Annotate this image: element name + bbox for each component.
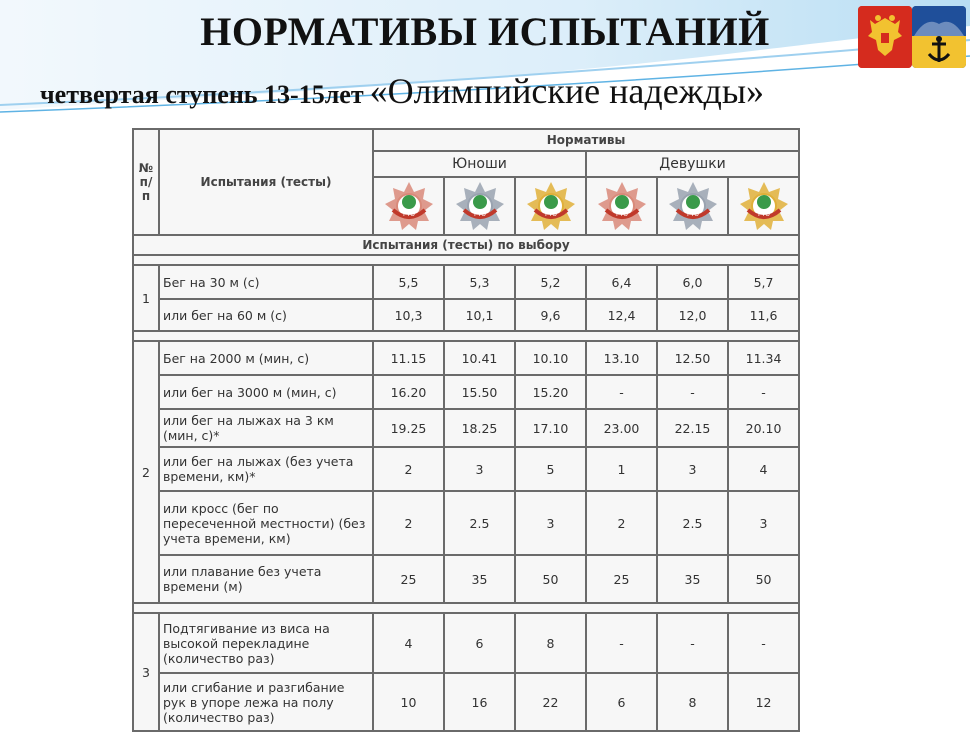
column-header-girls: Девушки (586, 151, 799, 177)
norm-value: 35 (444, 555, 515, 603)
column-header-number: № п/п (133, 129, 159, 235)
table-row (133, 555, 799, 603)
norm-value: 5,3 (444, 265, 515, 299)
gto-badge-icon (454, 180, 506, 232)
norm-value: 5,2 (515, 265, 586, 299)
test-name: или кросс (бег по пересеченной местности) (без учета времени, км) (159, 491, 373, 555)
norm-value: 5,7 (728, 265, 799, 299)
table-row (133, 299, 799, 331)
gto-badge-text: ГТО (686, 211, 699, 218)
gto-badge-icon (738, 180, 790, 232)
table-row (133, 673, 799, 731)
norm-value: - (728, 613, 799, 673)
subtitle-stage: четвертая ступень 13-15лет (40, 80, 364, 109)
norm-value: 6,4 (586, 265, 657, 299)
norm-value: 8 (515, 613, 586, 673)
gto-badge-cell (728, 177, 799, 235)
murmansk-coat-of-arms-icon (912, 6, 966, 68)
norm-value: 6 (586, 673, 657, 731)
norm-value: 12.50 (657, 341, 728, 375)
norm-value: 12,4 (586, 299, 657, 331)
gto-badge-icon (383, 180, 435, 232)
gto-badge-cell (444, 177, 515, 235)
norm-value: 22.15 (657, 409, 728, 447)
norm-value: 20.10 (728, 409, 799, 447)
norm-value: 19.25 (373, 409, 444, 447)
norm-value: 9,6 (515, 299, 586, 331)
group-number: 1 (133, 265, 159, 331)
norm-value: 5 (515, 447, 586, 491)
choice-tests-header: Испытания (тесты) по выбору (133, 235, 799, 255)
norm-value: 25 (373, 555, 444, 603)
norm-value: 10,3 (373, 299, 444, 331)
table-row (133, 375, 799, 409)
norm-value: 10.41 (444, 341, 515, 375)
gto-badge-text: ГТО (544, 211, 557, 218)
norm-value: 11,6 (728, 299, 799, 331)
norm-value: 16 (444, 673, 515, 731)
gto-badge-cell (373, 177, 444, 235)
norm-value: 2.5 (444, 491, 515, 555)
norm-value: 11.34 (728, 341, 799, 375)
gto-badge-text: ГТО (757, 211, 770, 218)
subtitle-name: «Олимпийские надежды» (369, 71, 765, 111)
test-name: Бег на 2000 м (мин, с) (159, 341, 373, 375)
norm-value: 1 (586, 447, 657, 491)
column-header-test: Испытания (тесты) (159, 129, 373, 235)
norms-table (132, 128, 800, 732)
norm-value: 15.50 (444, 375, 515, 409)
norm-value: 3 (728, 491, 799, 555)
norm-value: 11.15 (373, 341, 444, 375)
norm-value: 23.00 (586, 409, 657, 447)
norm-value: 50 (515, 555, 586, 603)
norm-value: 12 (728, 673, 799, 731)
norm-value: 2.5 (657, 491, 728, 555)
test-name: или бег на 60 м (с) (159, 299, 373, 331)
gto-badge-icon (667, 180, 719, 232)
table-row (133, 265, 799, 299)
norm-value: 6 (444, 613, 515, 673)
norm-value: 3 (444, 447, 515, 491)
group-separator (133, 331, 799, 341)
norm-value: 4 (728, 447, 799, 491)
table-row (133, 409, 799, 447)
norm-value: 10 (373, 673, 444, 731)
norm-value: 16.20 (373, 375, 444, 409)
norm-value: 12,0 (657, 299, 728, 331)
test-name: Подтягивание из виса на высокой перекладине (количество раз) (159, 613, 373, 673)
gto-badge-text: ГТО (473, 211, 486, 218)
norm-value: 25 (586, 555, 657, 603)
page-title: НОРМАТИВЫ ИСПЫТАНИЙ (200, 9, 770, 54)
table-row (133, 341, 799, 375)
norm-value: 2 (373, 447, 444, 491)
norm-value: 18.25 (444, 409, 515, 447)
gto-badge-text: ГТО (402, 211, 415, 218)
norm-value: 4 (373, 613, 444, 673)
norm-value: 50 (728, 555, 799, 603)
column-header-norms: Нормативы (373, 129, 799, 151)
norm-value: 2 (373, 491, 444, 555)
gto-badge-icon (525, 180, 577, 232)
norm-value: - (657, 613, 728, 673)
norm-value: 8 (657, 673, 728, 731)
norm-value: - (657, 375, 728, 409)
test-name: или бег на лыжах (без учета времени, км)* (159, 447, 373, 491)
russia-coat-of-arms-icon (858, 6, 912, 68)
norm-value: - (586, 613, 657, 673)
norm-value: 3 (657, 447, 728, 491)
norm-value: 10,1 (444, 299, 515, 331)
norm-value: 17.10 (515, 409, 586, 447)
table-row (133, 613, 799, 673)
norm-value: 2 (586, 491, 657, 555)
group-number: 3 (133, 613, 159, 731)
test-name: Бег на 30 м (с) (159, 265, 373, 299)
page-subtitle (40, 70, 940, 112)
gto-badge-cell (515, 177, 586, 235)
group-number: 2 (133, 341, 159, 603)
group-separator (133, 255, 799, 265)
test-name: или бег на 3000 м (мин, с) (159, 375, 373, 409)
table-row (133, 491, 799, 555)
norms-document (132, 128, 800, 725)
norm-value: - (586, 375, 657, 409)
norm-value: 5,5 (373, 265, 444, 299)
norm-value: 10.10 (515, 341, 586, 375)
gto-badge-icon (596, 180, 648, 232)
norm-value: 6,0 (657, 265, 728, 299)
test-name: или бег на лыжах на 3 км (мин, с)* (159, 409, 373, 447)
column-header-boys: Юноши (373, 151, 586, 177)
norm-value: - (728, 375, 799, 409)
gto-badge-cell (586, 177, 657, 235)
table-row (133, 447, 799, 491)
norm-value: 22 (515, 673, 586, 731)
gto-badge-cell (657, 177, 728, 235)
gto-badge-text: ГТО (615, 211, 628, 218)
norm-value: 13.10 (586, 341, 657, 375)
norm-value: 15.20 (515, 375, 586, 409)
group-separator (133, 603, 799, 613)
norm-value: 3 (515, 491, 586, 555)
test-name: или сгибание и разгибание рук в упоре лежа на полу (количество раз) (159, 673, 373, 731)
norm-value: 35 (657, 555, 728, 603)
test-name: или плавание без учета времени (м) (159, 555, 373, 603)
